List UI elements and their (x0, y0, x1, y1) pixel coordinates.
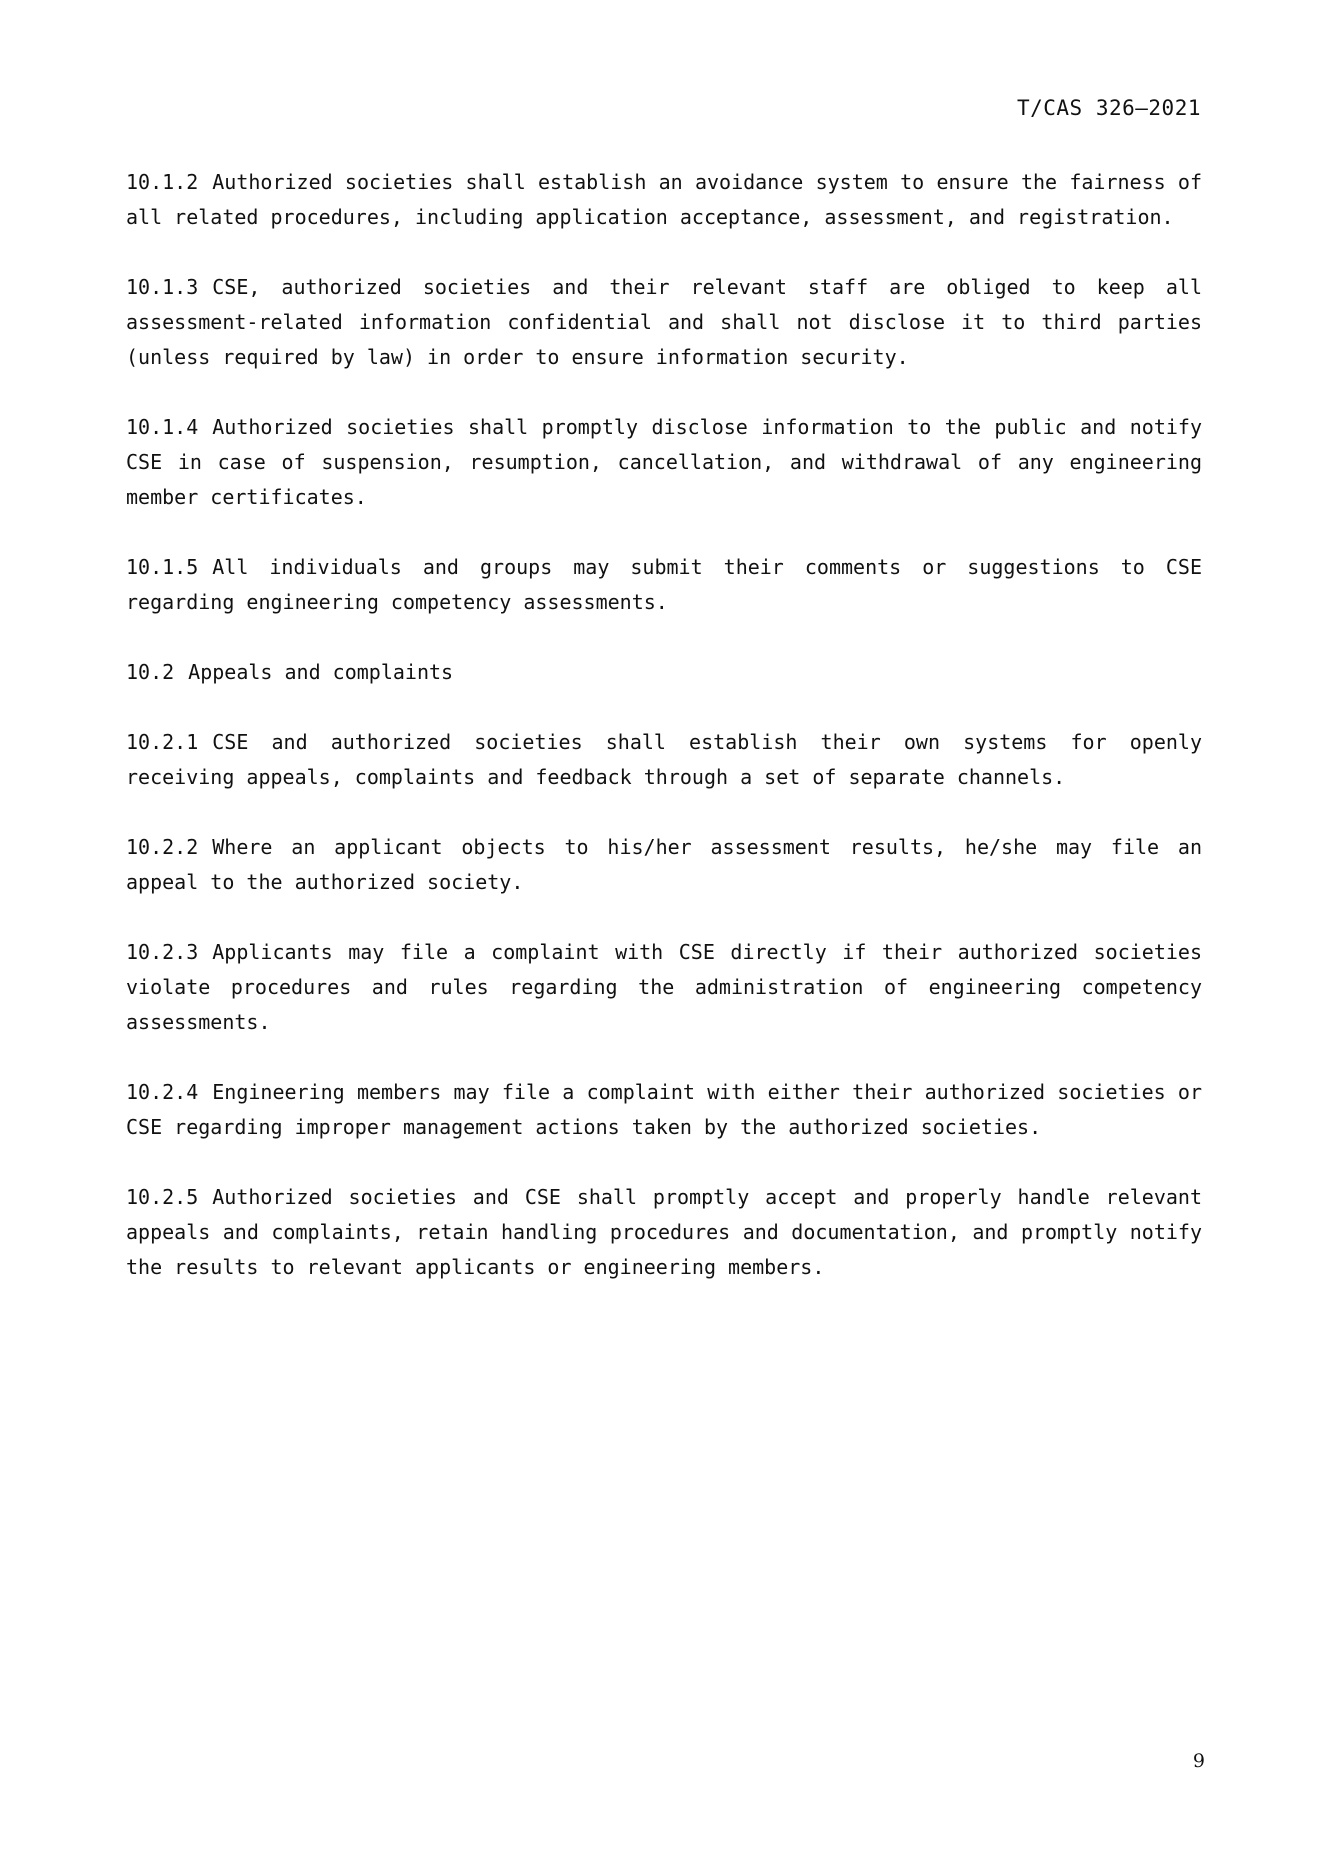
clause-text: Applicants may file a complaint with CSE directly if their authorized societies violate procedures and rules regarding the administration of engineering competency assessments. (126, 940, 1202, 1034)
clause-text: Engineering members may file a complaint with either their authorized societies or CSE regarding improper management actions taken by the authorized societies. (126, 1080, 1202, 1139)
document-body (126, 165, 1202, 1320)
page-number: 9 (1192, 1750, 1205, 1772)
clause-text: Where an applicant objects to his/her assessment results, he/she may file an appeal to the authorized society. (126, 835, 1202, 894)
clause-number: 10.2.1 (126, 730, 199, 754)
clause-text: All individuals and groups may submit their comments or suggestions to CSE regarding engineering competency assessments. (126, 555, 1202, 614)
clause-10-2-2 (126, 830, 1202, 900)
clause-10-2-4 (126, 1075, 1202, 1145)
document-code: T/CAS 326—2021 (1016, 96, 1201, 120)
clause-10-1-2 (126, 165, 1202, 235)
clause-number: 10.2.2 (126, 835, 199, 859)
clause-text: Authorized societies shall promptly disclose information to the public and notify CSE in case of suspension, resumption, cancellation, and withdrawal of any engineering member certificates. (126, 415, 1202, 509)
section-heading-10-2 (126, 655, 1202, 690)
clause-text: Authorized societies shall establish an avoidance system to ensure the fairness of all related procedures, including application acceptance, assessment, and registration. (126, 170, 1202, 229)
clause-text: Authorized societies and CSE shall promptly accept and properly handle relevant appeals and complaints, retain handling procedures and documentation, and promptly notify the results to relevant applicants or engineering members. (126, 1185, 1202, 1279)
clause-number: 10.2.4 (126, 1080, 199, 1104)
clause-10-1-4 (126, 410, 1202, 515)
clause-number: 10.2.5 (126, 1185, 199, 1209)
clause-number: 10.1.2 (126, 170, 199, 194)
clause-text: CSE, authorized societies and their relevant staff are obliged to keep all assessment-related information confidential and shall not disclose it to third parties (unless required by law) in order to ensure information security. (126, 275, 1202, 369)
clause-10-2-5 (126, 1180, 1202, 1285)
clause-number: 10.1.3 (126, 275, 199, 299)
clause-10-2-1 (126, 725, 1202, 795)
clause-10-1-3 (126, 270, 1202, 375)
clause-number: 10.2.3 (126, 940, 199, 964)
clause-text: CSE and authorized societies shall establish their own systems for openly receiving appeals, complaints and feedback through a set of separate channels. (126, 730, 1202, 789)
clause-10-1-5 (126, 550, 1202, 620)
clause-number: 10.1.4 (126, 415, 199, 439)
clause-number: 10.1.5 (126, 555, 199, 579)
section-number: 10.2 (126, 660, 175, 684)
section-title: Appeals and complaints (188, 660, 454, 684)
clause-10-2-3 (126, 935, 1202, 1040)
